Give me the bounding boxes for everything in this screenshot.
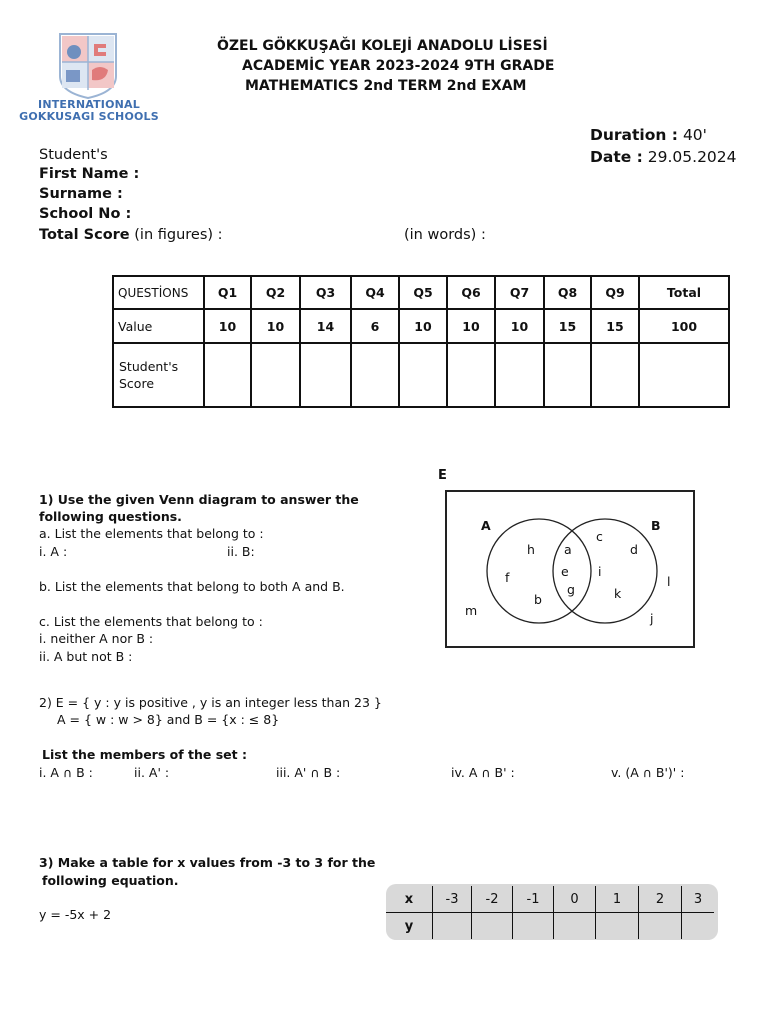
venn-element: g xyxy=(567,582,575,597)
logo-emblem-icon xyxy=(22,30,154,100)
q-value: 10 xyxy=(204,309,251,343)
venn-element: h xyxy=(527,542,535,557)
q-header: Q2 xyxy=(251,276,300,309)
logo-text xyxy=(14,99,164,123)
xy-table xyxy=(386,886,714,939)
logo-text-line1: INTERNATIONAL xyxy=(38,98,140,111)
venn-diagram xyxy=(445,490,695,648)
q-value: 10 xyxy=(251,309,300,343)
venn-element: d xyxy=(630,542,638,557)
q-header: Q4 xyxy=(351,276,399,309)
in-words-label: (in words) : xyxy=(404,227,486,243)
score-cell[interactable] xyxy=(300,343,351,407)
q2-part-iv: iv. A ∩ B' : xyxy=(451,765,515,780)
x-value: 2 xyxy=(639,886,682,913)
score-cell[interactable] xyxy=(639,343,729,407)
q-header: Q3 xyxy=(300,276,351,309)
q2-line2: A = { w : w > 8} and B = {x : ≤ 8} xyxy=(57,712,280,727)
date xyxy=(590,148,737,166)
y-cell[interactable] xyxy=(472,913,513,940)
total-value: 100 xyxy=(639,309,729,343)
q1-title-line2: following questions. xyxy=(39,509,182,524)
venn-element: j xyxy=(650,611,654,626)
school-name: ÖZEL GÖKKUŞAĞI KOLEJİ ANADOLU LİSESİ xyxy=(217,38,548,54)
total-score-label: Total Score xyxy=(39,227,130,243)
q1-part-a-i: i. A : xyxy=(39,544,68,559)
q-value: 10 xyxy=(399,309,447,343)
q1-part-c: c. List the elements that belong to : xyxy=(39,614,263,629)
duration-label: Duration : xyxy=(590,126,679,144)
q-value: 10 xyxy=(495,309,544,343)
y-row xyxy=(386,913,714,940)
questions-header: QUESTİONS xyxy=(113,276,204,309)
venn-element: m xyxy=(465,603,478,618)
duration xyxy=(590,126,707,144)
first-name-label: First Name : xyxy=(39,166,140,182)
q1-part-a-ii: ii. B: xyxy=(227,544,255,559)
date-value: 29.05.2024 xyxy=(642,148,737,166)
x-value: 0 xyxy=(554,886,596,913)
venn-universe-label: E xyxy=(438,468,447,483)
student-score-row xyxy=(113,343,729,407)
q3-title-line2: following equation. xyxy=(42,873,179,888)
score-cell[interactable] xyxy=(495,343,544,407)
y-cell[interactable] xyxy=(513,913,554,940)
q-header: Q6 xyxy=(447,276,495,309)
q-value: 14 xyxy=(300,309,351,343)
q2-line1: 2) E = { y : y is positive , y is an integer less than 23 } xyxy=(39,695,382,710)
q1-part-b: b. List the elements that belong to both A and B. xyxy=(39,579,345,594)
q1-part-a: a. List the elements that belong to : xyxy=(39,526,264,541)
school-no-label: School No : xyxy=(39,206,132,222)
x-header: x xyxy=(386,886,433,913)
y-cell[interactable] xyxy=(554,913,596,940)
q2-part-v: v. (A ∩ B')' : xyxy=(611,765,685,780)
logo-text-line2: GOKKUSAGI SCHOOLS xyxy=(19,110,159,123)
venn-element: b xyxy=(534,592,542,607)
q-header: Q7 xyxy=(495,276,544,309)
q1-part-c-ii: ii. A but not B : xyxy=(39,649,133,664)
x-value: 3 xyxy=(682,886,715,913)
q-value: 15 xyxy=(591,309,639,343)
set-b-label: B xyxy=(651,518,661,533)
y-cell[interactable] xyxy=(639,913,682,940)
q2-part-ii: ii. A' : xyxy=(134,765,170,780)
duration-value: 40' xyxy=(678,126,707,144)
y-cell[interactable] xyxy=(596,913,639,940)
score-cell[interactable] xyxy=(447,343,495,407)
q1-title-line1: 1) Use the given Venn diagram to answer the xyxy=(39,492,359,507)
venn-element: e xyxy=(561,564,569,579)
venn-element: f xyxy=(505,570,510,585)
total-score xyxy=(39,225,223,245)
x-value: 1 xyxy=(596,886,639,913)
in-figures-label: (in figures) : xyxy=(129,227,223,243)
q3-title-line1: 3) Make a table for x values from -3 to 3 for the xyxy=(39,855,376,870)
set-a-circle xyxy=(487,519,591,623)
academic-year: ACADEMİC YEAR 2023-2024 9TH GRADE xyxy=(242,58,555,74)
x-value: -3 xyxy=(433,886,472,913)
student-score-header: Student's Score xyxy=(113,343,204,407)
q-header: Q8 xyxy=(544,276,591,309)
x-value: -1 xyxy=(513,886,554,913)
y-cell[interactable] xyxy=(433,913,472,940)
q3-equation: y = -5x + 2 xyxy=(39,907,112,922)
score-cell[interactable] xyxy=(351,343,399,407)
venn-element: l xyxy=(667,574,671,589)
score-table xyxy=(112,275,730,408)
score-cell[interactable] xyxy=(544,343,591,407)
score-cell[interactable] xyxy=(591,343,639,407)
q-value: 10 xyxy=(447,309,495,343)
venn-element: k xyxy=(614,586,622,601)
q2-instruction: List the members of the set : xyxy=(42,747,247,762)
value-header: Value xyxy=(113,309,204,343)
q2-part-i: i. A ∩ B : xyxy=(39,765,93,780)
q-header: Q5 xyxy=(399,276,447,309)
x-row xyxy=(386,886,714,913)
y-header: y xyxy=(404,918,414,934)
venn-element: i xyxy=(598,564,602,579)
q-value: 15 xyxy=(544,309,591,343)
total-header: Total xyxy=(639,276,729,309)
q1-part-c-i: i. neither A nor B : xyxy=(39,631,154,646)
exam-title: MATHEMATICS 2nd TERM 2nd EXAM xyxy=(245,78,527,94)
q-header: Q1 xyxy=(204,276,251,309)
y-cell[interactable] xyxy=(682,913,715,940)
score-cell[interactable] xyxy=(204,343,251,407)
students-label: Student's xyxy=(39,147,108,163)
venn-element: a xyxy=(564,542,572,557)
q-header: Q9 xyxy=(591,276,639,309)
venn-element: c xyxy=(596,529,603,544)
x-value: -2 xyxy=(472,886,513,913)
q-value: 6 xyxy=(351,309,399,343)
score-cell[interactable] xyxy=(251,343,300,407)
q2-part-iii: iii. A' ∩ B : xyxy=(276,765,341,780)
set-a-label: A xyxy=(481,518,491,533)
date-label: Date : xyxy=(590,148,643,166)
value-row xyxy=(113,309,729,343)
score-cell[interactable] xyxy=(399,343,447,407)
questions-row xyxy=(113,276,729,309)
venn-circles xyxy=(447,492,693,646)
surname-label: Surname : xyxy=(39,186,123,202)
